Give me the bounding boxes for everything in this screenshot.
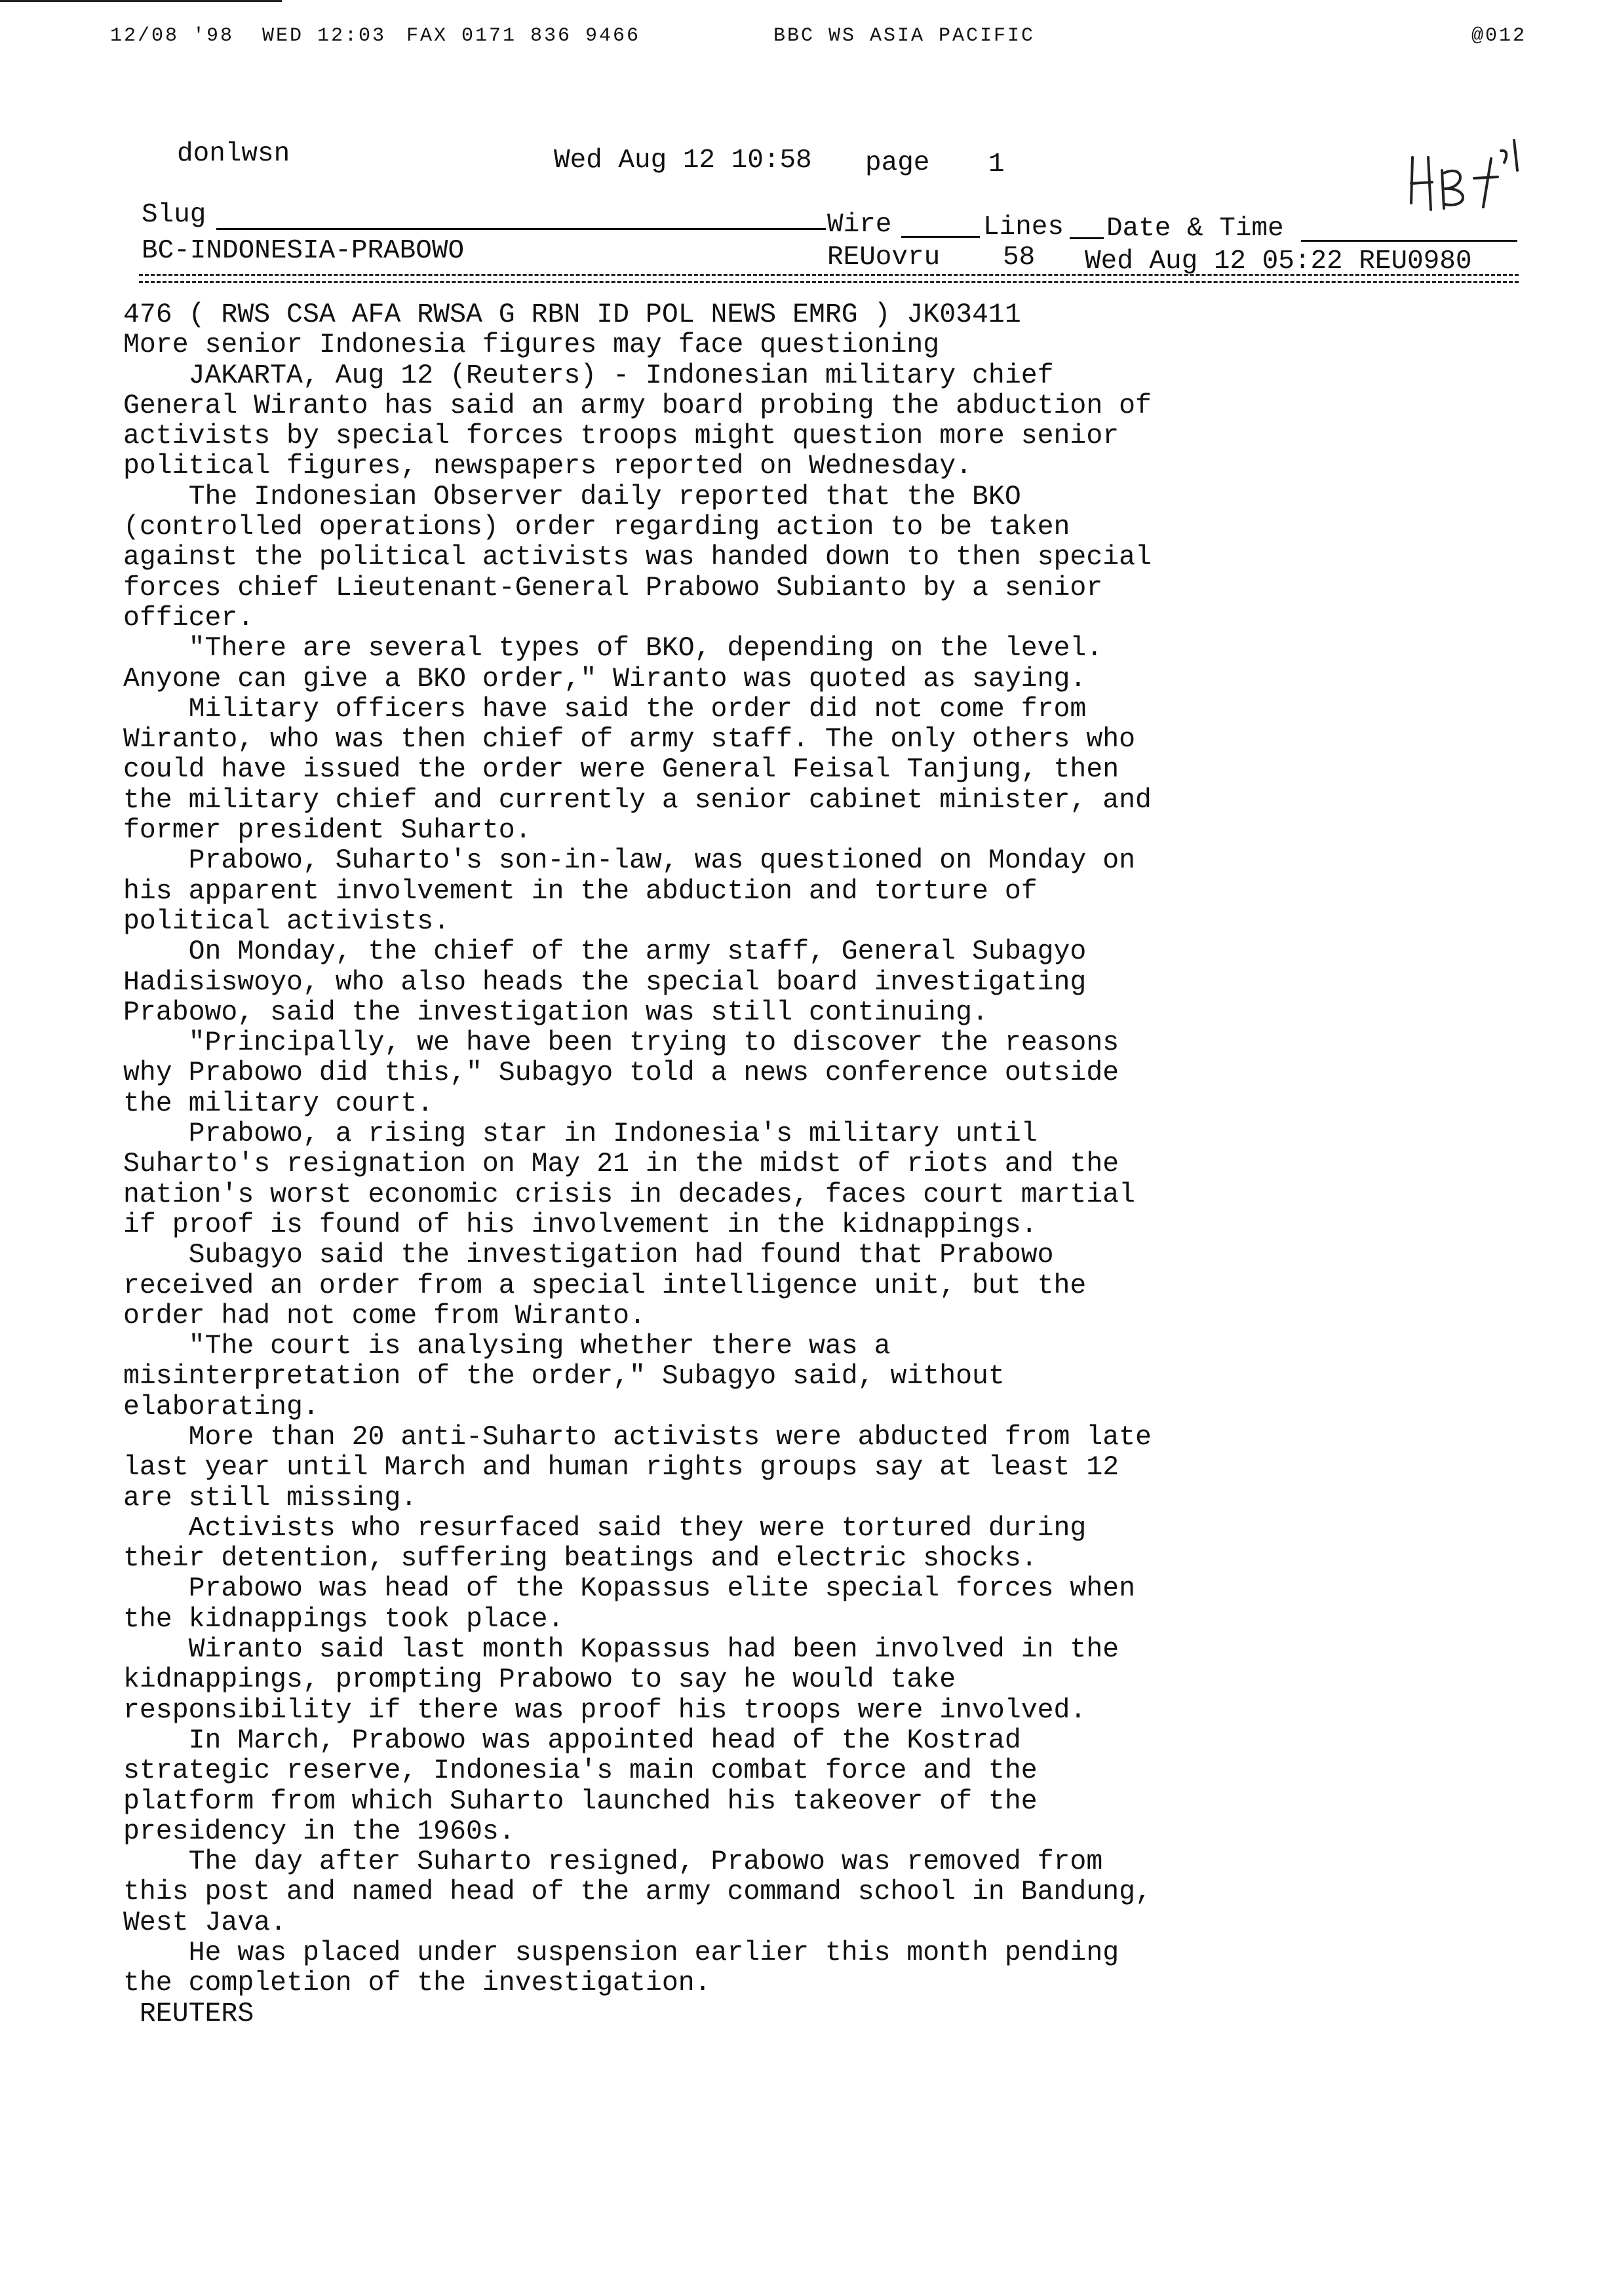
story-line: responsibility if there was proof his troops were involved. <box>123 1694 1087 1726</box>
story-line: the military court. <box>123 1088 434 1119</box>
story-body <box>123 300 1434 2029</box>
story-line: On Monday, the chief of the army staff, General Subagyo <box>123 936 1087 968</box>
story-line: his apparent involvement in the abduction and torture of <box>123 875 1038 907</box>
story-line: Subagyo said the investigation had found that Prabowo <box>123 1240 1054 1271</box>
doc-user: donlwsn <box>177 139 290 169</box>
story-line: officer. <box>123 602 254 634</box>
story-line: order had not come from Wiranto. <box>123 1300 646 1331</box>
story-line: presidency in the 1960s. <box>123 1816 515 1847</box>
story-line: why Prabowo did this," Subagyo told a news conference outside <box>123 1058 1119 1089</box>
col-datetime-header: Date & Time <box>1106 214 1284 244</box>
story-line: Activists who resurfaced said they were tortured during <box>123 1512 1087 1544</box>
doc-page-number: 1 <box>988 149 1005 180</box>
story-line: if proof is found of his involvement in the kidnappings. <box>123 1209 1038 1240</box>
story-line: Prabowo was head of the Kopassus elite special forces when <box>123 1573 1136 1605</box>
story-line: REUTERS <box>123 1998 254 2029</box>
story-line: Wiranto, who was then chief of army staff. The only others who <box>123 724 1136 756</box>
col-wire-header: Wire <box>827 210 892 240</box>
story-line: "The court is analysing whether there was a <box>123 1331 891 1362</box>
story-line: nation's worst economic crisis in decades, faces court martial <box>123 1179 1136 1210</box>
story-line: In March, Prabowo was appointed head of the Kostrad <box>123 1725 1021 1756</box>
story-line: More than 20 anti-Suharto activists were abducted from late <box>123 1421 1152 1453</box>
story-line: the military chief and currently a senior cabinet minister, and <box>123 784 1152 816</box>
col-lines-header: Lines <box>983 212 1064 242</box>
story-line: platform from which Suharto launched his takeover of the <box>123 1786 1038 1817</box>
story-line: received an order from a special intelligence unit, but the <box>123 1270 1087 1301</box>
fax-date: 12/08 '98 <box>110 25 235 47</box>
story-line: Hadisiswoyo, who also heads the special board investigating <box>123 966 1087 998</box>
lines-underline <box>1070 237 1104 239</box>
story-line: forces chief Lieutenant-General Prabowo Subianto by a senior <box>123 572 1103 603</box>
fax-day-time: WED 12:03 <box>262 25 387 47</box>
story-line: General Wiranto has said an army board probing the abduction of <box>123 390 1152 421</box>
fax-sender: BBC WS ASIA PACIFIC <box>773 25 1036 47</box>
story-line: the kidnappings took place. <box>123 1603 564 1635</box>
story-line: former president Suharto. <box>123 815 532 847</box>
story-line: (controlled operations) order regarding action to be taken <box>123 512 1070 543</box>
story-line: Wiranto said last month Kopassus had been involved in the <box>123 1634 1119 1666</box>
story-line: "Principally, we have been trying to discover the reasons <box>123 1027 1119 1059</box>
handwritten-mark <box>1406 131 1524 223</box>
story-line: political figures, newspapers reported on Wednesday. <box>123 451 973 482</box>
story-line: the completion of the investigation. <box>123 1968 711 1999</box>
story-line: could have issued the order were General Feisal Tanjung, then <box>123 754 1119 786</box>
double-dashed-rule <box>139 274 1519 283</box>
fax-page-code: @012 <box>1471 25 1527 47</box>
fax-top-rule <box>0 0 282 2</box>
story-line: against the political activists was handed down to then special <box>123 542 1152 573</box>
story-line: strategic reserve, Indonesia's main combat force and the <box>123 1755 1038 1787</box>
doc-datetime: Wed Aug 12 10:58 <box>554 145 812 176</box>
story-line: elaborating. <box>123 1391 319 1423</box>
story-line: Prabowo, Suharto's son-in-law, was questioned on Monday on <box>123 845 1136 877</box>
lines-value: 58 <box>1003 242 1036 273</box>
doc-page-label: page <box>865 148 930 178</box>
story-line: He was placed under suspension earlier this month pending <box>123 1938 1119 1969</box>
story-line: More senior Indonesia figures may face questioning <box>123 330 940 361</box>
slug-value: BC-INDONESIA-PRABOWO <box>142 236 465 266</box>
story-line: West Java. <box>123 1907 287 1938</box>
story-line: misinterpretation of the order," Subagyo said, without <box>123 1361 1005 1392</box>
story-line: kidnappings, prompting Prabowo to say he would take <box>123 1664 956 1696</box>
story-line: their detention, suffering beatings and electric shocks. <box>123 1543 1038 1575</box>
datetime-value: Wed Aug 12 05:22 REU0980 <box>1085 246 1472 277</box>
story-line: The Indonesian Observer daily reported that the BKO <box>123 481 1021 512</box>
story-line: political activists. <box>123 906 450 937</box>
wire-value: REUovru <box>827 242 941 273</box>
datetime-underline <box>1301 240 1517 242</box>
story-line: activists by special forces troops might question more senior <box>123 421 1119 452</box>
story-line: JAKARTA, Aug 12 (Reuters) - Indonesian military chief <box>123 360 1054 391</box>
story-line: Suharto's resignation on May 21 in the midst of riots and the <box>123 1149 1119 1180</box>
story-line: Prabowo, a rising star in Indonesia's military until <box>123 1119 1038 1150</box>
col-slug-header: Slug <box>142 200 206 230</box>
story-line: last year until March and human rights groups say at least 12 <box>123 1452 1119 1483</box>
fax-number: FAX 0171 836 9466 <box>406 25 641 47</box>
story-line: Military officers have said the order did not come from <box>123 693 1087 725</box>
story-line: Prabowo, said the investigation was still continuing. <box>123 997 988 1028</box>
story-line: Anyone can give a BKO order," Wiranto was quoted as saying. <box>123 663 1087 695</box>
story-line: The day after Suharto resigned, Prabowo was removed from <box>123 1846 1103 1878</box>
story-line: 476 ( RWS CSA AFA RWSA G RBN ID POL NEWS EMRG ) JK03411 <box>123 299 1021 330</box>
story-line: are still missing. <box>123 1482 418 1514</box>
story-line: this post and named head of the army command school in Bandung, <box>123 1877 1152 1908</box>
slug-underline <box>216 228 826 230</box>
wire-underline <box>901 236 980 238</box>
story-line: "There are several types of BKO, depending on the level. <box>123 633 1103 664</box>
